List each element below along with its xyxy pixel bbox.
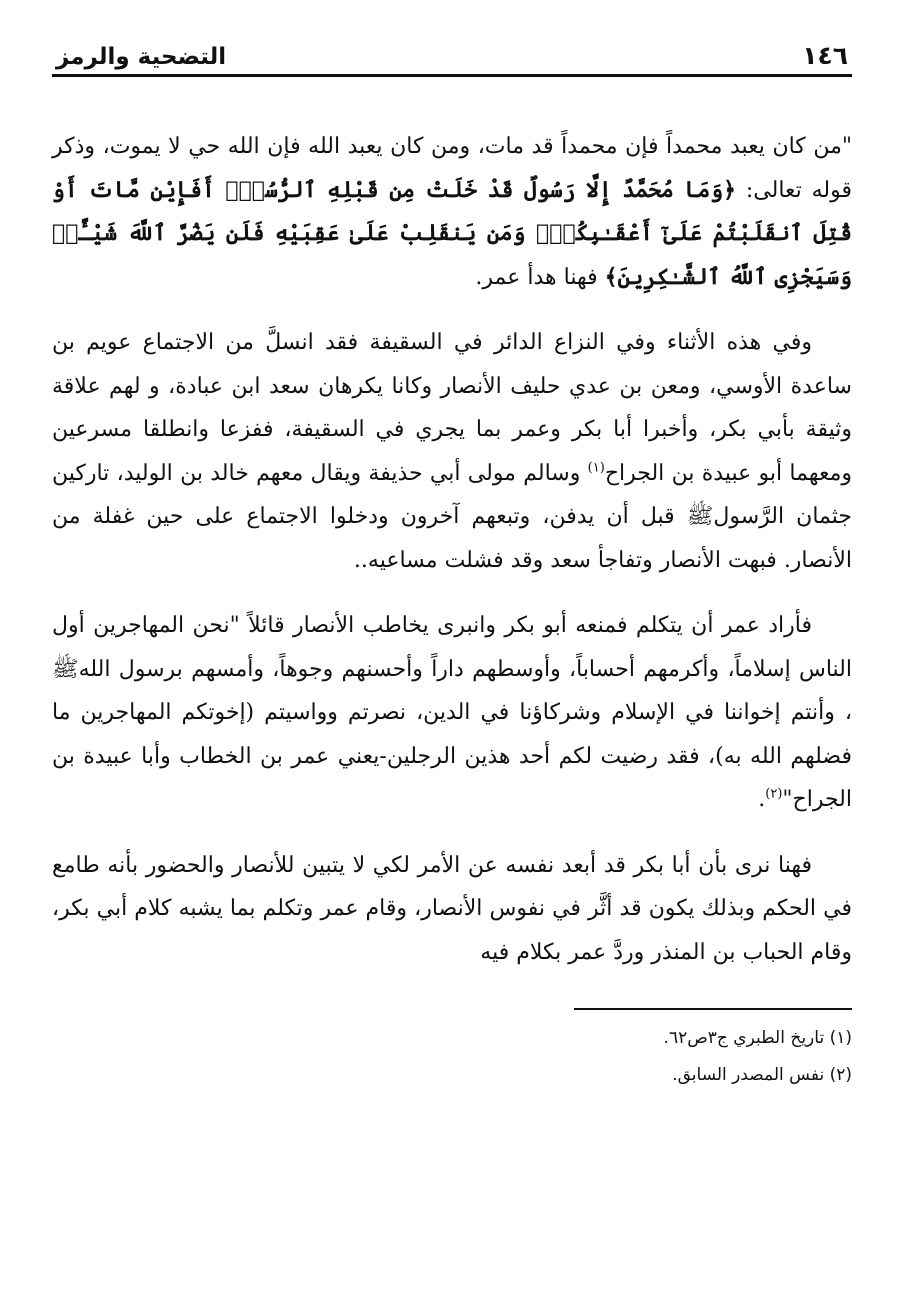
paragraph-2-part-b: وسالم مولى أبي حذيفة ويقال معهم خالد بن الوليد، تاركين جثمان الرَّسولﷺ قبل أن يدفن، وتبعهم آخرون ودخلوا الاجتماع على حين غفلة من الأنصار. فبهت الأنصار وتفاجأ سعد وقد فشلت مساعيه..: [52, 460, 852, 573]
paragraph-1: [52, 125, 852, 299]
page-number: ١٤٦: [802, 41, 848, 70]
footnote-1: (١) تاريخ الطبري ج٣ص٦٢.: [663, 1028, 852, 1048]
paragraph-3-part-b: .: [758, 787, 766, 812]
footnote-rule: [574, 1008, 852, 1010]
paragraph-2: [52, 321, 852, 582]
footnote-ref-2[interactable]: (٢): [765, 786, 783, 802]
quran-verse: ﴿وَمَا مُحَمَّدٌ إِلَّا رَسُولٌ قَدْ خَلَتْ مِن قَبْلِهِ ٱلرُّسُلُۚ أَفَإِيْن مَّاتَ أَوْ قُتِلَ ٱنقَلَبْتُمْ عَلَىٰٓ أَعْقَـٰبِكُمْۚ وَمَن يَنقَلِبْ عَلَىٰ عَقِبَيْهِ فَلَن يَضُرَّ ٱللَّهَ شَيْـًٔاۗ وَسَيَجْزِى ٱللَّهُ ٱلشَّـٰكِرِينَ﴾: [52, 176, 852, 290]
paragraph-4: فهنا نرى بأن أبا بكر قد أبعد نفسه عن الأمر لكي لا يتبين للأنصار والحضور بأنه طامع في الحكم وبذلك يكون قد أثَّر في نفوس الأنصار، وقام عمر وتكلم بما يشبه كلام أبي بكر، وقام الحباب بن المنذر وردَّ عمر بكلام فيه: [52, 852, 852, 965]
header-rule: [52, 74, 852, 77]
body-text: [52, 125, 852, 974]
book-page: [52, 28, 852, 1278]
paragraph-3-part-a: فأراد عمر أن يتكلم فمنعه أبو بكر وانبرى يخاطب الأنصار قائلاً "نحن المهاجرين أول الناس إسلاماً، وأكرمهم أحساباً، وأوسطهم داراً وأحسنهم وجوهاً، وأمسهم برسول اللهﷺ ، وأنتم إخواننا في الإسلام وشركاؤنا في الدين، نصرتم وواسيتم (إخوتكم المهاجرين ما فضلهم الله به)، فقد رضيت لكم أحد هذين الرجلين-يعني عمر بن الخطاب وأبا عبيدة بن الجراح": [52, 613, 852, 812]
paragraph-2-part-a: وفي هذه الأثناء وفي النزاع الدائر في السقيفة فقد انسلَّ من الاجتماع عويم بن ساعدة الأوسي، ومعن بن عدي حليف الأنصار وكانا يكرهان سعد ابن عبادة، و لهم علاقة وثيقة بأبي بكر، وأخبرا أبا بكر وعمر بما يجري في السقيفة، ففزعا وانطلقا مسرعين ومعهما أبو عبيدة بن الجراح: [52, 330, 852, 486]
paragraph-3: [52, 604, 852, 822]
running-title: التضحية والرمز: [56, 44, 227, 70]
paragraph-1-end: فهنا هدأ عمر.: [475, 264, 605, 290]
footnote-2: (٢) نفس المصدر السابق.: [672, 1065, 852, 1085]
running-header: [52, 28, 852, 70]
footnote-ref-1[interactable]: (١): [587, 460, 605, 476]
paragraph-1-start: "من كان يعبد محمداً فإن محمداً قد مات، ومن كان يعبد الله فإن الله حي لا يموت، وذكر قوله تعالى:: [52, 134, 853, 203]
